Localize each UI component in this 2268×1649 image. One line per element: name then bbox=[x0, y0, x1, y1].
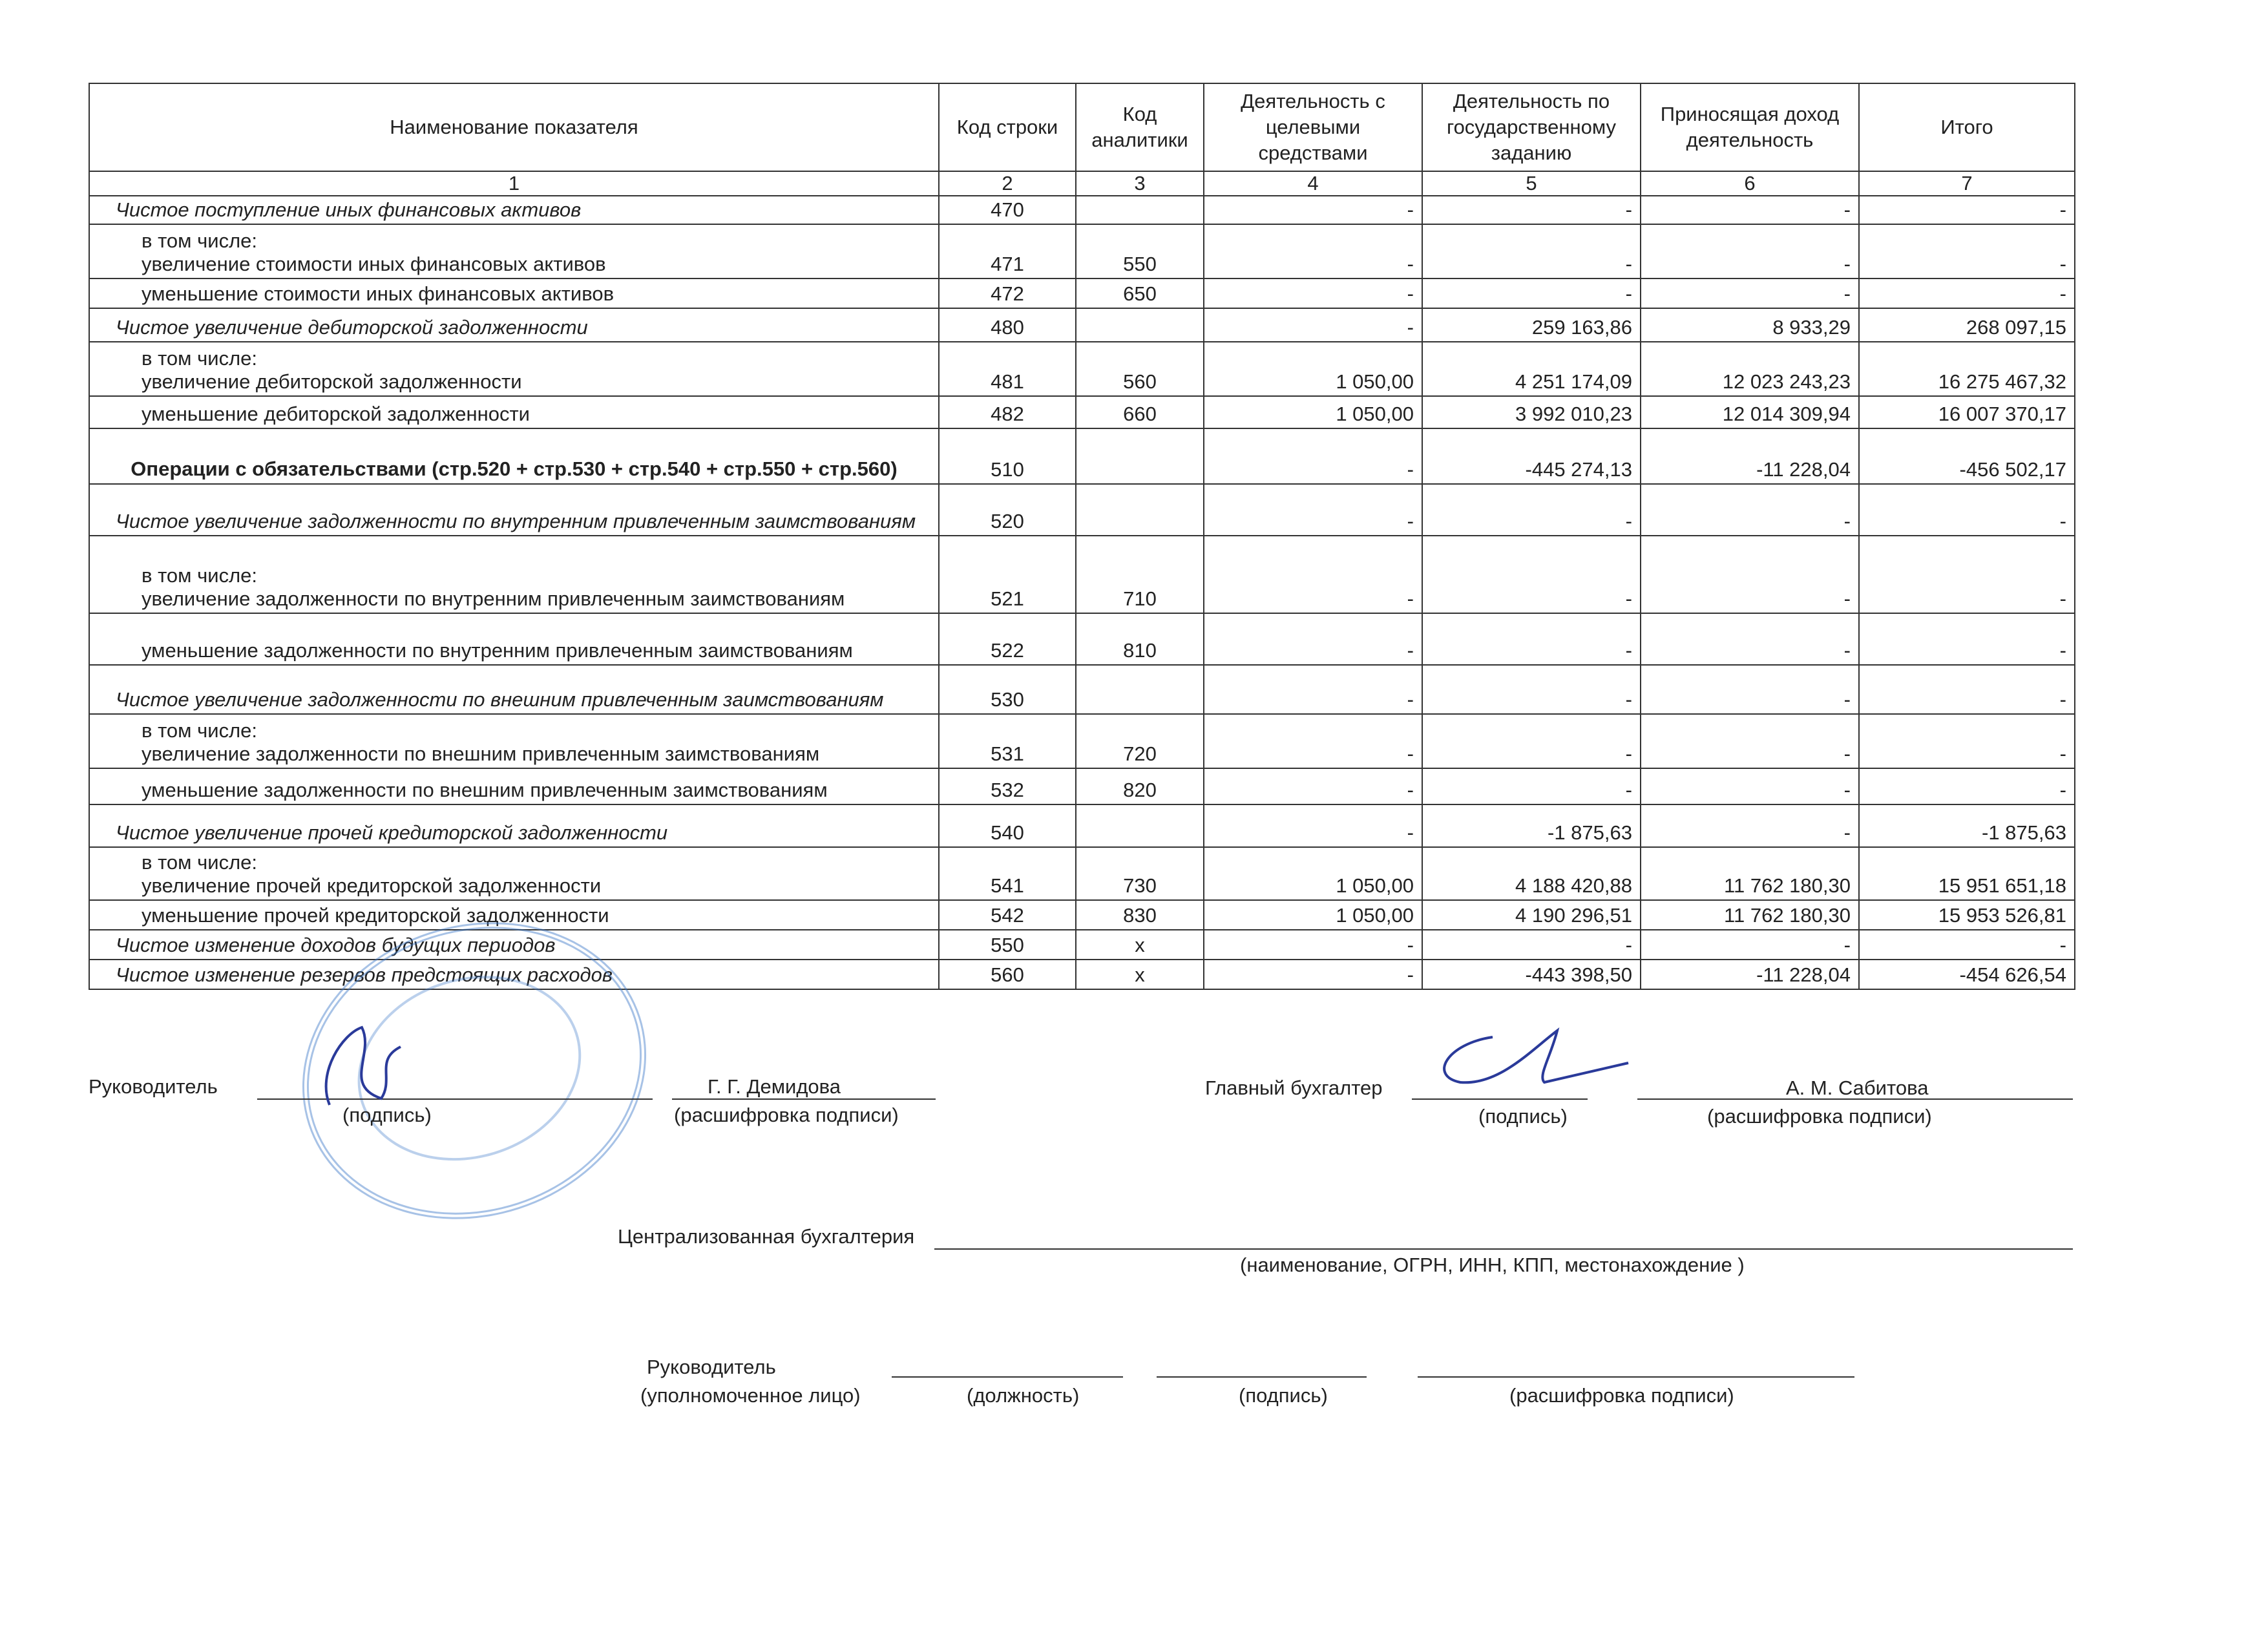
table-row bbox=[89, 484, 2075, 536]
table-row bbox=[89, 804, 2075, 847]
row-name bbox=[89, 714, 939, 768]
row-name bbox=[89, 768, 939, 804]
row-total-value: - bbox=[1859, 930, 2075, 960]
row-name bbox=[89, 484, 939, 536]
col-number: 2 bbox=[939, 171, 1076, 196]
row-total-value: - bbox=[1859, 278, 2075, 308]
row-state-task-value: -445 274,13 bbox=[1422, 428, 1641, 484]
table-row bbox=[89, 613, 2075, 665]
head2-position-line bbox=[892, 1376, 1123, 1378]
head2-name-caption: (расшифровка подписи) bbox=[1509, 1384, 1734, 1407]
table-row bbox=[89, 428, 2075, 484]
row-state-task-value: - bbox=[1422, 613, 1641, 665]
row-state-task-value: 4 251 174,09 bbox=[1422, 342, 1641, 396]
row-analytic bbox=[1076, 196, 1204, 224]
column-number-row bbox=[89, 171, 2075, 196]
row-target-value: - bbox=[1204, 714, 1422, 768]
col-header-state-task: Деятельность по государственному заданию bbox=[1422, 83, 1641, 171]
row-analytic: 830 bbox=[1076, 900, 1204, 930]
chief-sign-line bbox=[1412, 1098, 1588, 1100]
row-prefix: в том числе: bbox=[142, 564, 258, 587]
row-income-value: 11 762 180,30 bbox=[1641, 847, 1859, 900]
row-state-task-value: 4 188 420,88 bbox=[1422, 847, 1641, 900]
col-number: 6 bbox=[1641, 171, 1859, 196]
row-label: уменьшение прочей кредиторской задолженности bbox=[142, 904, 609, 927]
head2-label: Руководитель bbox=[647, 1356, 776, 1378]
row-state-task-value: - bbox=[1422, 768, 1641, 804]
row-total-value: - bbox=[1859, 714, 2075, 768]
row-total-value: 16 007 370,17 bbox=[1859, 396, 2075, 428]
row-name bbox=[89, 196, 939, 224]
row-target-value: - bbox=[1204, 804, 1422, 847]
row-state-task-value: - bbox=[1422, 714, 1641, 768]
row-income-value: -11 228,04 bbox=[1641, 960, 1859, 989]
row-target-value: - bbox=[1204, 278, 1422, 308]
row-total-value: - bbox=[1859, 484, 2075, 536]
row-income-value: - bbox=[1641, 278, 1859, 308]
row-analytic: 710 bbox=[1076, 536, 1204, 613]
col-header-total: Итого bbox=[1859, 83, 2075, 171]
row-target-value: - bbox=[1204, 196, 1422, 224]
row-total-value: - bbox=[1859, 196, 2075, 224]
table-row bbox=[89, 396, 2075, 428]
row-name bbox=[89, 224, 939, 278]
row-state-task-value: - bbox=[1422, 536, 1641, 613]
row-analytic: х bbox=[1076, 960, 1204, 989]
chief-accountant-label: Главный бухгалтер bbox=[1205, 1077, 1383, 1099]
row-target-value: 1 050,00 bbox=[1204, 396, 1422, 428]
central-accounting-caption: (наименование, ОГРН, ИНН, КПП, местонахождение ) bbox=[1240, 1254, 1745, 1276]
row-state-task-value: - bbox=[1422, 930, 1641, 960]
row-code: 481 bbox=[939, 342, 1076, 396]
chief-name: А. М. Сабитова bbox=[1786, 1077, 1929, 1099]
row-name bbox=[89, 278, 939, 308]
row-code: 550 bbox=[939, 930, 1076, 960]
table-row bbox=[89, 714, 2075, 768]
head-label: Руководитель bbox=[89, 1075, 218, 1098]
row-total-value: -454 626,54 bbox=[1859, 960, 2075, 989]
row-total-value: - bbox=[1859, 536, 2075, 613]
row-label: увеличение прочей кредиторской задолженности bbox=[142, 874, 602, 897]
table-row bbox=[89, 665, 2075, 714]
row-target-value: - bbox=[1204, 428, 1422, 484]
table-row bbox=[89, 536, 2075, 613]
row-label: увеличение задолженности по внешним привлеченным заимствованиям bbox=[142, 742, 820, 765]
table-row bbox=[89, 308, 2075, 342]
row-code: 560 bbox=[939, 960, 1076, 989]
row-total-value: 15 951 651,18 bbox=[1859, 847, 2075, 900]
row-label: увеличение стоимости иных финансовых активов bbox=[142, 253, 606, 275]
row-total-value: 15 953 526,81 bbox=[1859, 900, 2075, 930]
row-income-value: - bbox=[1641, 224, 1859, 278]
row-total-value: 16 275 467,32 bbox=[1859, 342, 2075, 396]
row-income-value: - bbox=[1641, 484, 1859, 536]
central-accounting-label: Централизованная бухгалтерия bbox=[618, 1225, 915, 1248]
row-state-task-value: 4 190 296,51 bbox=[1422, 900, 1641, 930]
row-label: уменьшение стоимости иных финансовых активов bbox=[142, 282, 614, 305]
row-income-value: 8 933,29 bbox=[1641, 308, 1859, 342]
row-income-value: - bbox=[1641, 804, 1859, 847]
row-name bbox=[89, 396, 939, 428]
row-label: Чистое увеличение задолженности по внутренним привлеченным заимствованиям bbox=[116, 510, 916, 532]
head-name-line bbox=[672, 1098, 936, 1100]
row-code: 471 bbox=[939, 224, 1076, 278]
col-number: 5 bbox=[1422, 171, 1641, 196]
row-total-value: - bbox=[1859, 224, 2075, 278]
row-total-value: - bbox=[1859, 768, 2075, 804]
row-code: 542 bbox=[939, 900, 1076, 930]
row-income-value: - bbox=[1641, 196, 1859, 224]
row-code: 521 bbox=[939, 536, 1076, 613]
row-analytic: 810 bbox=[1076, 613, 1204, 665]
col-header-analytic: Код аналитики bbox=[1076, 83, 1204, 171]
row-income-value: - bbox=[1641, 536, 1859, 613]
row-income-value: - bbox=[1641, 768, 1859, 804]
row-name bbox=[89, 804, 939, 847]
row-analytic bbox=[1076, 484, 1204, 536]
row-state-task-value: -443 398,50 bbox=[1422, 960, 1641, 989]
row-analytic: 650 bbox=[1076, 278, 1204, 308]
table-row bbox=[89, 224, 2075, 278]
row-target-value: - bbox=[1204, 224, 1422, 278]
row-target-value: 1 050,00 bbox=[1204, 342, 1422, 396]
head-sign-caption: (подпись) bbox=[342, 1104, 432, 1126]
row-code: 530 bbox=[939, 665, 1076, 714]
row-total-value: - bbox=[1859, 665, 2075, 714]
row-analytic bbox=[1076, 308, 1204, 342]
row-state-task-value: -1 875,63 bbox=[1422, 804, 1641, 847]
chief-signature bbox=[1422, 1024, 1635, 1095]
row-label: уменьшение задолженности по внешним привлеченным заимствованиям bbox=[142, 779, 828, 801]
row-code: 541 bbox=[939, 847, 1076, 900]
row-income-value: -11 228,04 bbox=[1641, 428, 1859, 484]
row-name bbox=[89, 613, 939, 665]
row-total-value: - bbox=[1859, 613, 2075, 665]
row-code: 520 bbox=[939, 484, 1076, 536]
row-income-value: - bbox=[1641, 930, 1859, 960]
row-total-value: -456 502,17 bbox=[1859, 428, 2075, 484]
row-income-value: - bbox=[1641, 714, 1859, 768]
row-name bbox=[89, 342, 939, 396]
row-state-task-value: - bbox=[1422, 224, 1641, 278]
head2-sign-line bbox=[1157, 1376, 1367, 1378]
row-analytic: 820 bbox=[1076, 768, 1204, 804]
row-name bbox=[89, 665, 939, 714]
head2-sign-caption: (подпись) bbox=[1239, 1384, 1328, 1407]
row-code: 470 bbox=[939, 196, 1076, 224]
row-income-value: - bbox=[1641, 665, 1859, 714]
row-state-task-value: - bbox=[1422, 278, 1641, 308]
row-code: 482 bbox=[939, 396, 1076, 428]
row-analytic: х bbox=[1076, 930, 1204, 960]
row-code: 531 bbox=[939, 714, 1076, 768]
row-target-value: - bbox=[1204, 768, 1422, 804]
row-total-value: 268 097,15 bbox=[1859, 308, 2075, 342]
central-accounting-line bbox=[934, 1248, 2073, 1250]
table-row bbox=[89, 196, 2075, 224]
row-state-task-value: - bbox=[1422, 665, 1641, 714]
row-target-value: - bbox=[1204, 665, 1422, 714]
row-code: 540 bbox=[939, 804, 1076, 847]
row-label: уменьшение задолженности по внутренним привлеченным заимствованиям bbox=[142, 639, 853, 662]
row-analytic: 720 bbox=[1076, 714, 1204, 768]
row-analytic: 730 bbox=[1076, 847, 1204, 900]
row-name bbox=[89, 428, 939, 484]
row-analytic: 560 bbox=[1076, 342, 1204, 396]
table-row bbox=[89, 342, 2075, 396]
table-row bbox=[89, 847, 2075, 900]
row-target-value: 1 050,00 bbox=[1204, 847, 1422, 900]
col-number: 7 bbox=[1859, 171, 2075, 196]
row-income-value: 11 762 180,30 bbox=[1641, 900, 1859, 930]
row-income-value: 12 014 309,94 bbox=[1641, 396, 1859, 428]
col-header-target: Деятельность с целевыми средствами bbox=[1204, 83, 1422, 171]
col-header-code: Код строки bbox=[939, 83, 1076, 171]
head-name-caption: (расшифровка подписи) bbox=[674, 1104, 899, 1126]
row-target-value: 1 050,00 bbox=[1204, 900, 1422, 930]
row-state-task-value: 259 163,86 bbox=[1422, 308, 1641, 342]
chief-name-caption: (расшифровка подписи) bbox=[1707, 1105, 1932, 1128]
head2-position-caption: (должность) bbox=[967, 1384, 1080, 1407]
table-row bbox=[89, 278, 2075, 308]
row-prefix: в том числе: bbox=[142, 229, 258, 252]
head-signature bbox=[304, 1008, 420, 1118]
row-label: Чистое поступление иных финансовых активов bbox=[116, 198, 582, 221]
col-number: 4 bbox=[1204, 171, 1422, 196]
row-target-value: - bbox=[1204, 930, 1422, 960]
row-code: 472 bbox=[939, 278, 1076, 308]
row-label: Чистое увеличение дебиторской задолженности bbox=[116, 316, 588, 339]
row-income-value: - bbox=[1641, 613, 1859, 665]
row-state-task-value: 3 992 010,23 bbox=[1422, 396, 1641, 428]
row-label: увеличение задолженности по внутренним привлеченным заимствованиям bbox=[142, 587, 845, 610]
row-name bbox=[89, 308, 939, 342]
head2-name-line bbox=[1418, 1376, 1854, 1378]
row-target-value: - bbox=[1204, 960, 1422, 989]
table-row bbox=[89, 900, 2075, 930]
col-header-income: Приносящая доход деятельность bbox=[1641, 83, 1859, 171]
row-analytic: 550 bbox=[1076, 224, 1204, 278]
row-label: увеличение дебиторской задолженности bbox=[142, 370, 522, 393]
row-analytic bbox=[1076, 804, 1204, 847]
row-label: Чистое изменение резервов предстоящих расходов bbox=[116, 963, 613, 986]
row-prefix: в том числе: bbox=[142, 851, 258, 874]
row-analytic: 660 bbox=[1076, 396, 1204, 428]
row-target-value: - bbox=[1204, 308, 1422, 342]
row-total-value: -1 875,63 bbox=[1859, 804, 2075, 847]
row-label: Чистое изменение доходов будущих периодов bbox=[116, 934, 556, 956]
row-state-task-value: - bbox=[1422, 196, 1641, 224]
row-name bbox=[89, 536, 939, 613]
row-label: Операции с обязательствами (стр.520 + стр.530 + стр.540 + стр.550 + стр.560) bbox=[131, 457, 898, 480]
chief-sign-caption: (подпись) bbox=[1478, 1105, 1568, 1128]
row-analytic bbox=[1076, 665, 1204, 714]
row-income-value: 12 023 243,23 bbox=[1641, 342, 1859, 396]
row-prefix: в том числе: bbox=[142, 347, 258, 370]
row-target-value: - bbox=[1204, 613, 1422, 665]
row-target-value: - bbox=[1204, 484, 1422, 536]
row-state-task-value: - bbox=[1422, 484, 1641, 536]
head-name: Г. Г. Демидова bbox=[708, 1075, 841, 1098]
header-row bbox=[89, 83, 2075, 171]
row-label: Чистое увеличение прочей кредиторской задолженности bbox=[116, 821, 668, 844]
row-analytic bbox=[1076, 428, 1204, 484]
row-code: 510 bbox=[939, 428, 1076, 484]
row-target-value: - bbox=[1204, 536, 1422, 613]
row-code: 532 bbox=[939, 768, 1076, 804]
row-code: 480 bbox=[939, 308, 1076, 342]
col-number: 3 bbox=[1076, 171, 1204, 196]
row-label: уменьшение дебиторской задолженности bbox=[142, 403, 530, 425]
col-header-name: Наименование показателя bbox=[89, 83, 939, 171]
row-name bbox=[89, 847, 939, 900]
row-code: 522 bbox=[939, 613, 1076, 665]
col-number: 1 bbox=[89, 171, 939, 196]
row-label: Чистое увеличение задолженности по внешним привлеченным заимствованиям bbox=[116, 688, 884, 711]
report-table bbox=[89, 83, 2075, 990]
row-prefix: в том числе: bbox=[142, 719, 258, 742]
head2-sublabel: (уполномоченное лицо) bbox=[640, 1384, 861, 1407]
table-row bbox=[89, 768, 2075, 804]
